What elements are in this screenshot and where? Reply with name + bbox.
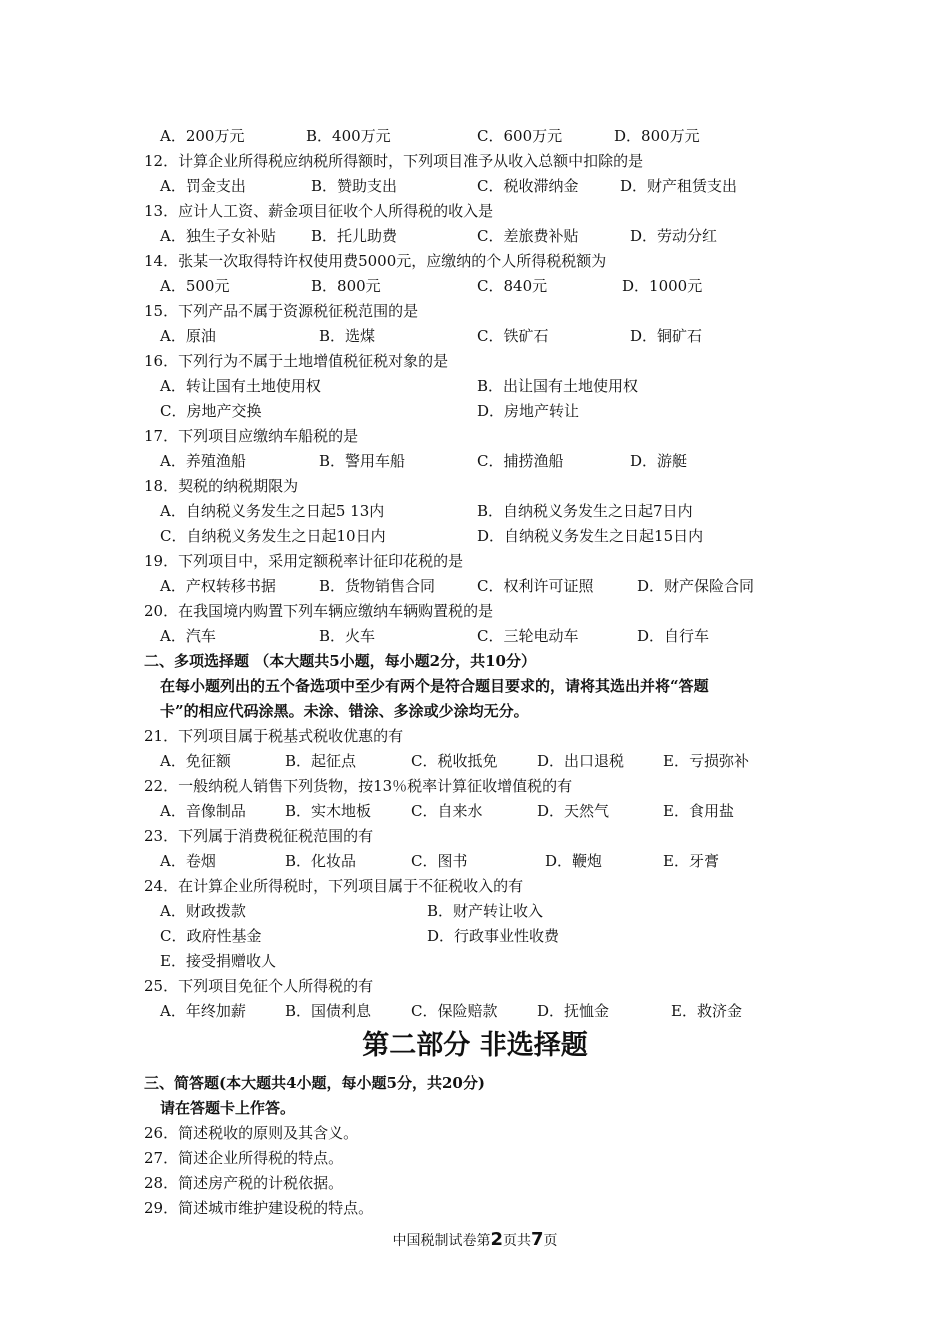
q18-options-row1 (0, 499, 950, 524)
section3-heading: 三、简答题(本大题共4小题，每小题5分，共20分) (144, 1074, 485, 1092)
q21-stem: 21．下列项目属于税基式税收优惠的有 (144, 727, 404, 745)
q21-option-a: A．免征额 (160, 752, 231, 770)
q18-option-c: C．自纳税义务发生之日起10日内 (160, 527, 386, 545)
q12-option-c: C．税收滞纳金 (477, 177, 579, 195)
q24-options-row2 (0, 924, 950, 949)
footer-total-pages: 7 (531, 1229, 544, 1250)
page-footer (0, 1228, 950, 1252)
q22-option-a: A．音像制品 (160, 802, 246, 820)
q25-option-e: E．救济金 (671, 1002, 742, 1020)
q17-stem: 17．下列项目应缴纳车船税的是 (144, 427, 359, 445)
q21-option-c: C．税收抵免 (411, 752, 498, 770)
q17-options (0, 449, 950, 474)
q12-stem: 12．计算企业所得税应纳税所得额时，下列项目准予从收入总额中扣除的是 (144, 152, 644, 170)
q16-option-c: C．房地产交换 (160, 402, 262, 420)
q20-option-d: D．自行车 (637, 627, 710, 645)
q20-option-a: A．汽车 (160, 627, 216, 645)
q22-options (0, 799, 950, 824)
section2-heading: 二、多项选择题 （本大题共5小题，每小题2分，共10分） (144, 652, 536, 670)
q24-stem: 24．在计算企业所得税时，下列项目属于不征税收入的有 (144, 877, 524, 895)
q22-option-d: D．天然气 (537, 802, 610, 820)
q29: 29．简述城市维护建设税的特点。 (144, 1199, 374, 1217)
q21-option-d: D．出口退税 (537, 752, 625, 770)
q14-options (0, 274, 950, 299)
q16-stem: 16．下列行为不属于土地增值税征税对象的是 (144, 352, 449, 370)
q13-option-a: A．独生子女补贴 (160, 227, 276, 245)
q13-option-c: C．差旅费补贴 (477, 227, 579, 245)
section2-instruction-1: 在每小题列出的五个备选项中至少有两个是符合题目要求的，请将其选出并将“答题 (160, 677, 709, 695)
q24-option-e: E．接受捐赠收人 (160, 952, 276, 970)
q19-options (0, 574, 950, 599)
q18-option-a: A．自纳税义务发生之日起5 13内 (160, 502, 385, 520)
q17-option-d: D．游艇 (630, 452, 688, 470)
q23-options (0, 849, 950, 874)
q25-stem: 25．下列项目免征个人所得税的有 (144, 977, 374, 995)
q24-option-c: C．政府性基金 (160, 927, 262, 945)
q24-options-row3 (0, 949, 950, 974)
q18-stem: 18．契税的纳税期限为 (144, 477, 299, 495)
q11-option-a: A．200万元 (160, 127, 245, 145)
q23-option-e: E．牙膏 (663, 852, 719, 870)
q16-option-b: B．出让国有土地使用权 (477, 377, 639, 395)
q14-option-c: C．840元 (477, 277, 548, 295)
q19-option-d: D．财产保险合同 (637, 577, 755, 595)
q25-option-a: A．年终加薪 (160, 1002, 246, 1020)
q11-option-c: C．600万元 (477, 127, 563, 145)
q17-option-b: B．警用车船 (319, 452, 406, 470)
q25-option-c: C．保险赔款 (411, 1002, 498, 1020)
q14-stem: 14．张某一次取得特许权使用费5000元，应缴纳的个人所得税税额为 (144, 252, 607, 270)
footer-prefix: 中国税制试卷第 (392, 1233, 491, 1249)
section2-instruction-2: 卡”的相应代码涂黑。未涂、错涂、多涂或少涂均无分。 (160, 702, 529, 720)
q25-option-b: B．国债利息 (285, 1002, 372, 1020)
q23-stem: 23．下列属于消费税征税范围的有 (144, 827, 374, 845)
q12-options (0, 174, 950, 199)
q23-option-c: C．图书 (411, 852, 468, 870)
footer-page-number: 2 (490, 1229, 503, 1250)
q24-options-row1 (0, 899, 950, 924)
footer-mid: 页共 (503, 1233, 531, 1249)
q22-option-e: E．食用盐 (663, 802, 734, 820)
q11-option-d: D．800万元 (614, 127, 700, 145)
q14-option-d: D．1000元 (622, 277, 703, 295)
q18-option-d: D．自纳税义务发生之日起15日内 (477, 527, 704, 545)
q24-option-b: B．财产转让收入 (427, 902, 544, 920)
q15-option-a: A．原油 (160, 327, 216, 345)
q13-stem: 13．应计人工资、薪金项目征收个人所得税的收入是 (144, 202, 494, 220)
q17-option-c: C．捕捞渔船 (477, 452, 564, 470)
q14-option-a: A．500元 (160, 277, 230, 295)
q20-stem: 20．在我国境内购置下列车辆应缴纳车辆购置税的是 (144, 602, 494, 620)
q12-option-b: B．赞助支出 (311, 177, 398, 195)
q23-option-a: A．卷烟 (160, 852, 216, 870)
q21-option-b: B．起征点 (285, 752, 357, 770)
q13-option-d: D．劳动分红 (630, 227, 718, 245)
q25-options (0, 999, 950, 1024)
q15-option-d: D．铜矿石 (630, 327, 703, 345)
q16-option-a: A．转让国有土地使用权 (160, 377, 321, 395)
q15-options (0, 324, 950, 349)
q18-option-b: B．自纳税义务发生之日起7日内 (477, 502, 693, 520)
q28: 28．简述房产税的计税依据。 (144, 1174, 344, 1192)
q24-option-a: A．财政拨款 (160, 902, 246, 920)
q19-option-c: C．权利许可证照 (477, 577, 594, 595)
q15-option-c: C．铁矿石 (477, 327, 549, 345)
q16-option-d: D．房地产转让 (477, 402, 580, 420)
q13-options (0, 224, 950, 249)
q16-options-row1 (0, 374, 950, 399)
q19-option-b: B．货物销售合同 (319, 577, 436, 595)
q24-option-d: D．行政事业性收费 (427, 927, 560, 945)
q21-option-e: E．亏损弥补 (663, 752, 749, 770)
q14-option-b: B．800元 (311, 277, 381, 295)
q23-option-d: D．鞭炮 (545, 852, 603, 870)
q23-option-b: B．化妆品 (285, 852, 357, 870)
q22-option-c: C．自来水 (411, 802, 483, 820)
q27: 27．简述企业所得税的特点。 (144, 1149, 344, 1167)
q15-option-b: B．选煤 (319, 327, 376, 345)
q12-option-a: A．罚金支出 (160, 177, 246, 195)
q21-options (0, 749, 950, 774)
q19-option-a: A．产权转移书据 (160, 577, 276, 595)
q20-option-b: B．火车 (319, 627, 376, 645)
q19-stem: 19．下列项目中，采用定额税率计征印花税的是 (144, 552, 464, 570)
q11-option-b: B．400万元 (306, 127, 391, 145)
q12-option-d: D．财产租赁支出 (620, 177, 738, 195)
footer-suffix: 页 (543, 1233, 558, 1249)
section3-instruction: 请在答题卡上作答。 (160, 1099, 296, 1117)
q20-option-c: C．三轮电动车 (477, 627, 579, 645)
q25-option-d: D．抚恤金 (537, 1002, 610, 1020)
q17-option-a: A．养殖渔船 (160, 452, 246, 470)
q22-option-b: B．实木地板 (285, 802, 372, 820)
q16-options-row2 (0, 399, 950, 424)
q18-options-row2 (0, 524, 950, 549)
q15-stem: 15．下列产品不属于资源税征税范围的是 (144, 302, 419, 320)
q11-options (0, 124, 950, 149)
q20-options (0, 624, 950, 649)
q26: 26．简述税收的原则及其含义。 (144, 1124, 359, 1142)
q13-option-b: B．托儿助费 (311, 227, 398, 245)
part2-title: 第二部分 非选择题 (362, 1030, 588, 1061)
q22-stem: 22．一般纳税人销售下列货物，按13％税率计算征收增值税的有 (144, 777, 573, 795)
